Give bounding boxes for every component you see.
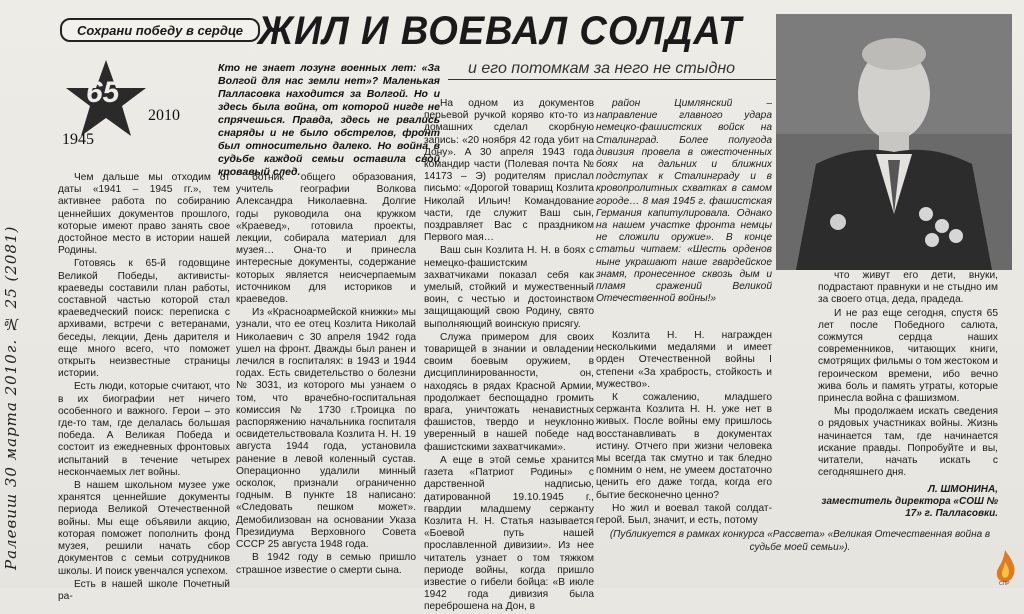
portrait-image xyxy=(776,14,1012,270)
paragraph: район Цимлянский – направление главного удара немецко-фашистских войск на Сталинград. Более полугода дивизия провела в ожесточенных боях на дальних и ближних подступах к Сталинграду и в кровопролитных схватках в самом городе… 8 мая 1945 г. фашистская Германия капитулировала. Однако на нашем участке фронта немцы не сложили оружие». В конце статьи читаем: «Шесть орденов ныне украшают наше гвардейское знамя, пронесенное сквозь дым и пламя сражений Великой Отечественной войны!» xyxy=(596,98,772,305)
paragraph: Козлита Н. Н. награжден несколькими медалями и имеет орден Отечественной войны I степени «За храбрость, стойкость и мужество». xyxy=(596,330,772,390)
logo-text: СПР xyxy=(999,581,1010,587)
handwritten-date-note: Ралевиш 30 марта 2010г. № 25 (2081) xyxy=(2,225,20,570)
paragraph: ботник общего образования, учитель географии Волкова Александра Николаевна. Долгие годы руководила она кружком «Краевед», готовила проекты, лекции, собирала материал для музея… Она-то и принесла интересные документы, содержание которых является неисчерпаемым источником для историков и краеведов. xyxy=(236,172,416,306)
paragraph: Но жил и воевал такой солдат-герой. Был, значит, и есть, потому xyxy=(596,502,772,527)
emblem-year-start: 1945 xyxy=(62,131,94,148)
rubric-label: Сохрани победу в сердце xyxy=(60,18,260,42)
text-column-2 xyxy=(236,172,416,576)
author-position: заместитель директора «СОШ № 17» г. Палласовки. xyxy=(821,496,998,519)
paragraph: Есть люди, которые считают, что в их биографии нет ничего особенного и важного. Герои – это где-то там, где делалась большая победа. А Великая Победа и состоит из ежедневных фронтовых испытаний в течение четырех нескончаемых лет войны. xyxy=(58,381,230,478)
paragraph: Мы продолжаем искать сведения о рядовых участниках войны. Жизнь начинается там, где начинается искание правды. Попробуйте и вы, читатели, начать искать с сегодняшнего дня. xyxy=(818,406,998,479)
paragraph: В 1942 году в семью пришло страшное известие о смерти сына. xyxy=(236,552,416,576)
publication-notice: (Публикуется в рамках конкурса «Рассвета» «Великая Отечественная война в судьбе моей семьи»). xyxy=(609,529,991,553)
text-column-4-continued xyxy=(596,330,772,528)
paragraph: Из «Красноармейской книжки» мы узнали, что ее отец Козлита Николай Николаевич с 30 апреля 1942 года ушел на фронт. Дважды был ранен и лечился в госпиталях: в 1943 и 1944 годах. Есть свидетельство о болезни № 3031, из которого мы узнаем о том, что врачебно-госпитальная комиссия № 1730 г.Троицка по распоряжению начальника госпиталя освидетельствовала Козлита Н. Н. 19 августа 1944 года, установила ранение в левой коленный сустав. Операционно удалили минный осколок, признали ограниченно годным. В пункте 18 написано: «Следовать пешком может». Демобилизован на основании Указа Президиума Верховного Совета СССР 25 августа 1948 года. xyxy=(236,307,416,551)
paragraph: Чем дальше мы отходим от даты «1941 – 1945 гг.», тем активнее работа по собиранию ценнейших документов прошлого, которые имеют право занять свое достойное место в истории нашей Родины. xyxy=(58,172,230,257)
paragraph: И не раз еще сегодня, спустя 65 лет после Победного салюта, сожмутся сердца наших современников, читающих книги, смотрящих фильмы о том жестоком и героическом времени, ибо вечно жива боль и память утраты, которые принесла война с фашизмом. xyxy=(818,307,998,405)
paragraph: В нашем школьном музее уже хранятся ценнейшие документы периода Великой Отечественной войны. Мы еще объявили акцию, которая поможет пополнить фонд музея, решили начать сбор документов с семьи сотрудников школы. И поиск увенчался успехом. xyxy=(58,480,230,577)
victory-65-emblem xyxy=(60,48,200,148)
paragraph: На одном из документов перьевой ручкой коряво кто-то из домашних сделал скорбную запись: «20 ноября 42 года убит на Дону». А 30 апреля 1943 года командир части (Полевая почта № 14173 – Э) родителям прислал письмо: «Дорогой товарищ Козлита Николай Ильич! Командование части, где служит Ваш сын, поздравляет Вас с праздником Первого мая… xyxy=(424,98,594,244)
veteran-photo xyxy=(776,14,1012,270)
paragraph: А еще в этой семье хранится газета «Патриот Родины» с дарственной надписью, датированной 19.10.1945 г., гвардии младшему сержанту Козлита Н. Н. Статья называется «Боевой путь нашей прославленной дивизии». Из нее читатель узнает о том тяжком периоде войны, когда пришло известие о гибели бойца: «В июле 1942 года дивизия была переброшена на Дон, в xyxy=(424,454,594,613)
author-name: Л. ШМОНИНА, xyxy=(928,484,998,495)
paragraph: Есть в нашей школе Почетный ра- xyxy=(58,578,230,602)
author-signature xyxy=(818,484,998,524)
article-lead: Кто не знает лозунг военных лет: «За Волгой для нас земли нет»? Маленькая Палласовка находится за Волгой. Но и здесь была война, от которой нигде не спрячешься. Правда, здесь не рвались снаряды и не было обстрелов, фронт был относительно далеко. Но война в судьбе каждой семьи оставила свой кровавый след. xyxy=(218,62,440,178)
emblem-year-end: 2010 xyxy=(148,107,180,124)
paragraph: К сожалению, младшего сержанта Козлита Н. Н. уже нет в живых. После войны ему пришлось восстанавливать в документах истину. Отчего при жизни человека мы всегда так смутно и так бледно помним о нем, не умеем достаточно ценить его даже тогда, когда его бытие бесконечно ценно? xyxy=(596,392,772,501)
text-column-1 xyxy=(58,172,230,602)
text-column-3 xyxy=(424,98,594,613)
article-title: ЖИЛ И ВОЕВАЛ СОЛДАТ xyxy=(258,9,742,53)
paragraph: Ваш сын Козлита Н. Н. в боях с немецко-фашистским захватчиками показал себя как умелый, стойкий и мужественный воин, с честью и достоинством защищающий свою Родину, свято выполняющий воинскую присягу. xyxy=(424,245,594,330)
paragraph: что живут его дети, внуки, подрастают правнуки и не стыдно им за своего отца, деда, прадеда. xyxy=(818,270,998,306)
paragraph: Готовясь к 65-й годовщине Великой Победы, активисты-краеведы составили план работы, составной частью которой стал краеведческий поиск: переписка с архивами, встречи с ветеранами, беседы, лекции, День дарителя и еще много всего, что поможет открыть неизвестные страницы истории. xyxy=(58,258,230,380)
article-subtitle: и его потомкам за него не стыдно xyxy=(448,60,776,80)
text-column-4 xyxy=(596,98,772,328)
emblem-number: 65 xyxy=(86,76,120,109)
flame-logo-icon xyxy=(990,548,1020,586)
paragraph: Служа примером для своих товарищей в знании и овладении своим боевым оружием, в дисциплинированности, он, находясь в рядах Красной Армии, продолжает беспощадно громить врага, уничтожать ненавистных фашистов, твердо и неуклонно уверенный в нашей победе над фашистскими захватчиками». xyxy=(424,331,594,453)
